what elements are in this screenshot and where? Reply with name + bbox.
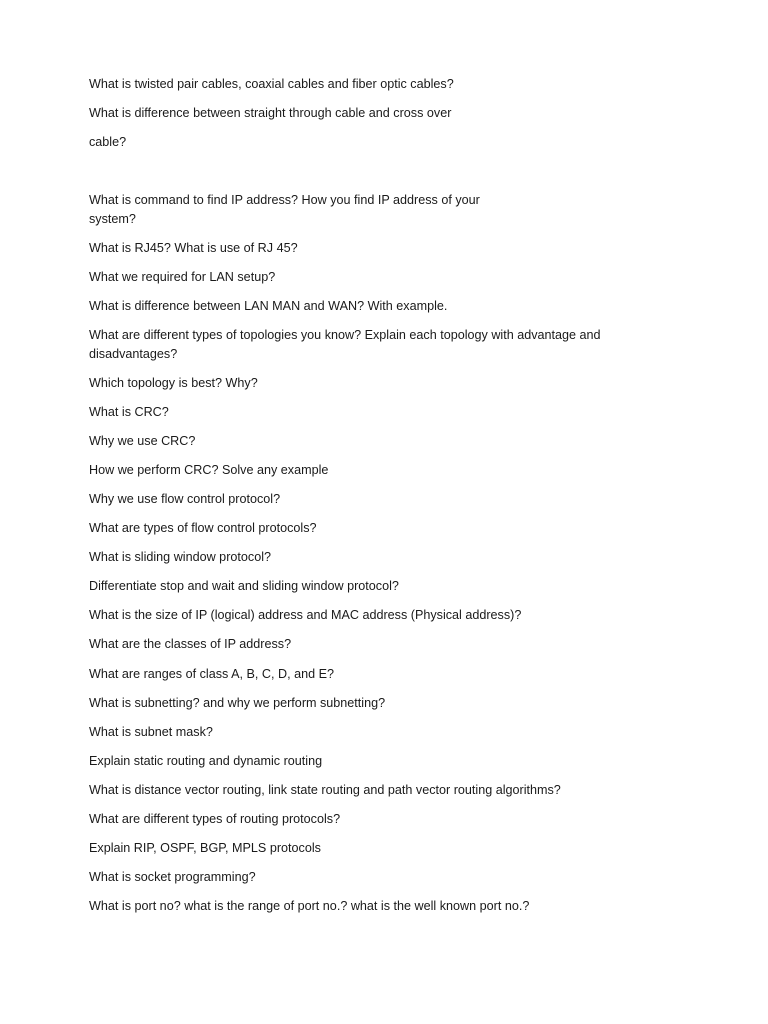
question-line: What are different types of routing protocols?	[89, 812, 341, 826]
question-line: What is socket programming?	[89, 870, 256, 884]
question-line: What is command to find IP address? How you find IP address of your	[89, 193, 480, 207]
question-line: What are ranges of class A, B, C, D, and E?	[89, 667, 334, 681]
question-line: Which topology is best? Why?	[89, 376, 258, 390]
question-line: Why we use CRC?	[89, 434, 196, 448]
question-line: What are types of flow control protocols?	[89, 521, 317, 535]
question-line: What is subnet mask?	[89, 725, 213, 739]
question-line: What is difference between LAN MAN and WAN? With example.	[89, 299, 448, 313]
question-line: What is difference between straight through cable and cross over	[89, 106, 452, 120]
question-line: What is RJ45? What is use of RJ 45?	[89, 241, 298, 255]
question-line: What is twisted pair cables, coaxial cables and fiber optic cables?	[89, 77, 454, 91]
question-line: What is distance vector routing, link state routing and path vector routing algorithms?	[89, 783, 561, 797]
question-line: Explain RIP, OSPF, BGP, MPLS protocols	[89, 841, 321, 855]
question-line: What is subnetting? and why we perform subnetting?	[89, 696, 386, 710]
question-line: What is the size of IP (logical) address and MAC address (Physical address)?	[89, 608, 522, 622]
question-line: Differentiate stop and wait and sliding window protocol?	[89, 579, 399, 593]
question-line: What are different types of topologies you know? Explain each topology with advantage and	[89, 328, 601, 342]
question-line: What is port no? what is the range of port no.? what is the well known port no.?	[89, 899, 530, 913]
question-line: How we perform CRC? Solve any example	[89, 463, 329, 477]
question-line: Why we use flow control protocol?	[89, 492, 281, 506]
question-line: system?	[89, 212, 136, 226]
question-line: Explain static routing and dynamic routing	[89, 754, 323, 768]
question-line: What is sliding window protocol?	[89, 550, 271, 564]
question-line: What we required for LAN setup?	[89, 270, 276, 284]
question-line: disadvantages?	[89, 347, 178, 361]
question-line: What is CRC?	[89, 405, 169, 419]
question-line: What are the classes of IP address?	[89, 637, 292, 651]
question-line: cable?	[89, 135, 127, 149]
